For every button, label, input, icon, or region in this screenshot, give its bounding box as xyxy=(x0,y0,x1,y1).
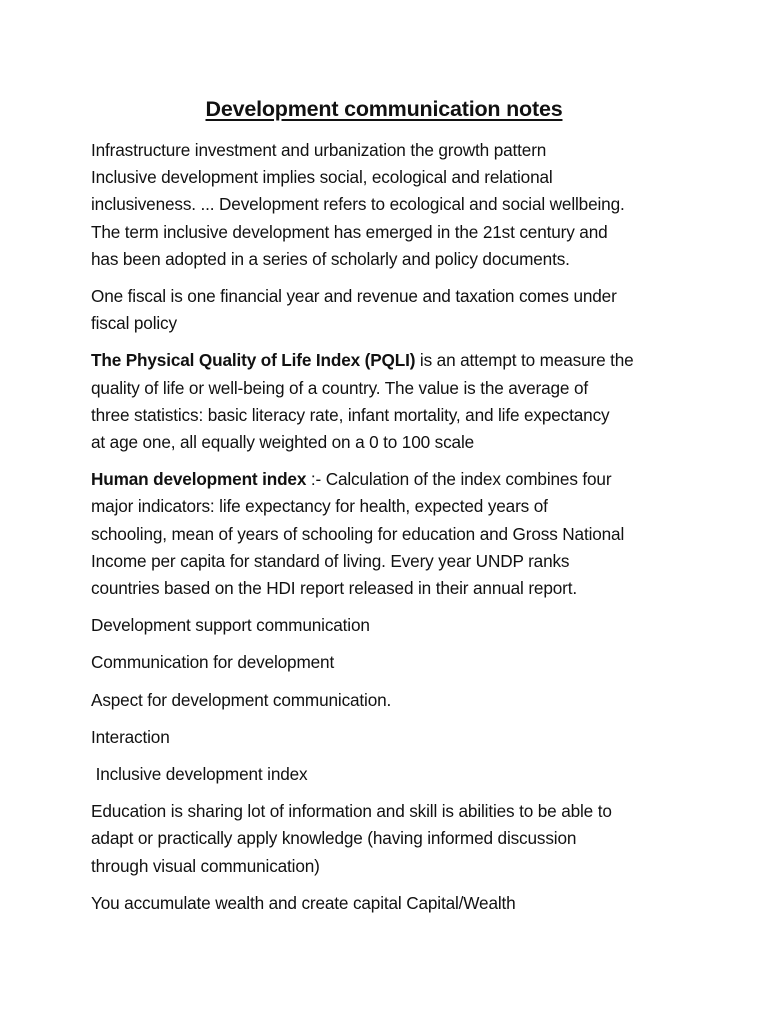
text-line: at age one, all equally weighted on a 0 to 100 scale xyxy=(91,432,475,453)
text-line: through visual communication) xyxy=(91,855,320,876)
pqli-definition-start: is an attempt to measure the xyxy=(415,350,634,371)
text-line: Inclusive development implies social, ecological and relational xyxy=(91,167,553,188)
text-line: quality of life or well-being of a country. The value is the average of xyxy=(91,377,588,398)
paragraph-aspect: Aspect for development communication. xyxy=(91,689,392,710)
text-line: major indicators: life expectancy for health, expected years of xyxy=(91,496,548,517)
paragraph-inclusive-development xyxy=(91,137,691,273)
text-line: One fiscal is one financial year and revenue and taxation comes under xyxy=(91,286,617,307)
document-body xyxy=(91,137,691,927)
text-line: adapt or practically apply knowledge (having informed discussion xyxy=(91,828,577,849)
paragraph-development-support: Development support communication xyxy=(91,615,370,636)
paragraph-inclusive-index: Inclusive development index xyxy=(91,764,308,785)
paragraph-communication-development: Communication for development xyxy=(91,652,335,673)
text-line: three statistics: basic literacy rate, infant mortality, and life expectancy xyxy=(91,404,610,425)
text-line: The term inclusive development has emerged in the 21st century and xyxy=(91,221,608,242)
text-line: has been adopted in a series of scholarly and policy documents. xyxy=(91,248,570,269)
text-line xyxy=(91,466,691,493)
text-line: fiscal policy xyxy=(91,313,177,334)
paragraph-hdi xyxy=(91,466,691,602)
text-line: Education is sharing lot of information and skill is abilities to be able to xyxy=(91,801,612,822)
paragraph-interaction: Interaction xyxy=(91,726,170,747)
text-line: inclusiveness. ... Development refers to ecological and social wellbeing. xyxy=(91,194,625,215)
pqli-term: The Physical Quality of Life Index (PQLI) xyxy=(91,350,416,371)
text-line: Infrastructure investment and urbanization the growth pattern xyxy=(91,140,547,160)
hdi-term: Human development index xyxy=(91,469,307,490)
paragraph-education xyxy=(91,798,691,880)
paragraph-pqli xyxy=(91,347,691,456)
paragraph-fiscal xyxy=(91,283,691,337)
paragraph-wealth: You accumulate wealth and create capital Capital/Wealth xyxy=(91,892,516,913)
text-line: Income per capita for standard of living. Every year UNDP ranks xyxy=(91,550,570,571)
text-line: countries based on the HDI report released in their annual report. xyxy=(91,578,577,599)
document-title: Development communication notes xyxy=(205,97,563,121)
text-line: schooling, mean of years of schooling for education and Gross National xyxy=(91,523,625,544)
hdi-definition-start: :- Calculation of the index combines four xyxy=(306,469,612,490)
text-line xyxy=(91,347,691,374)
